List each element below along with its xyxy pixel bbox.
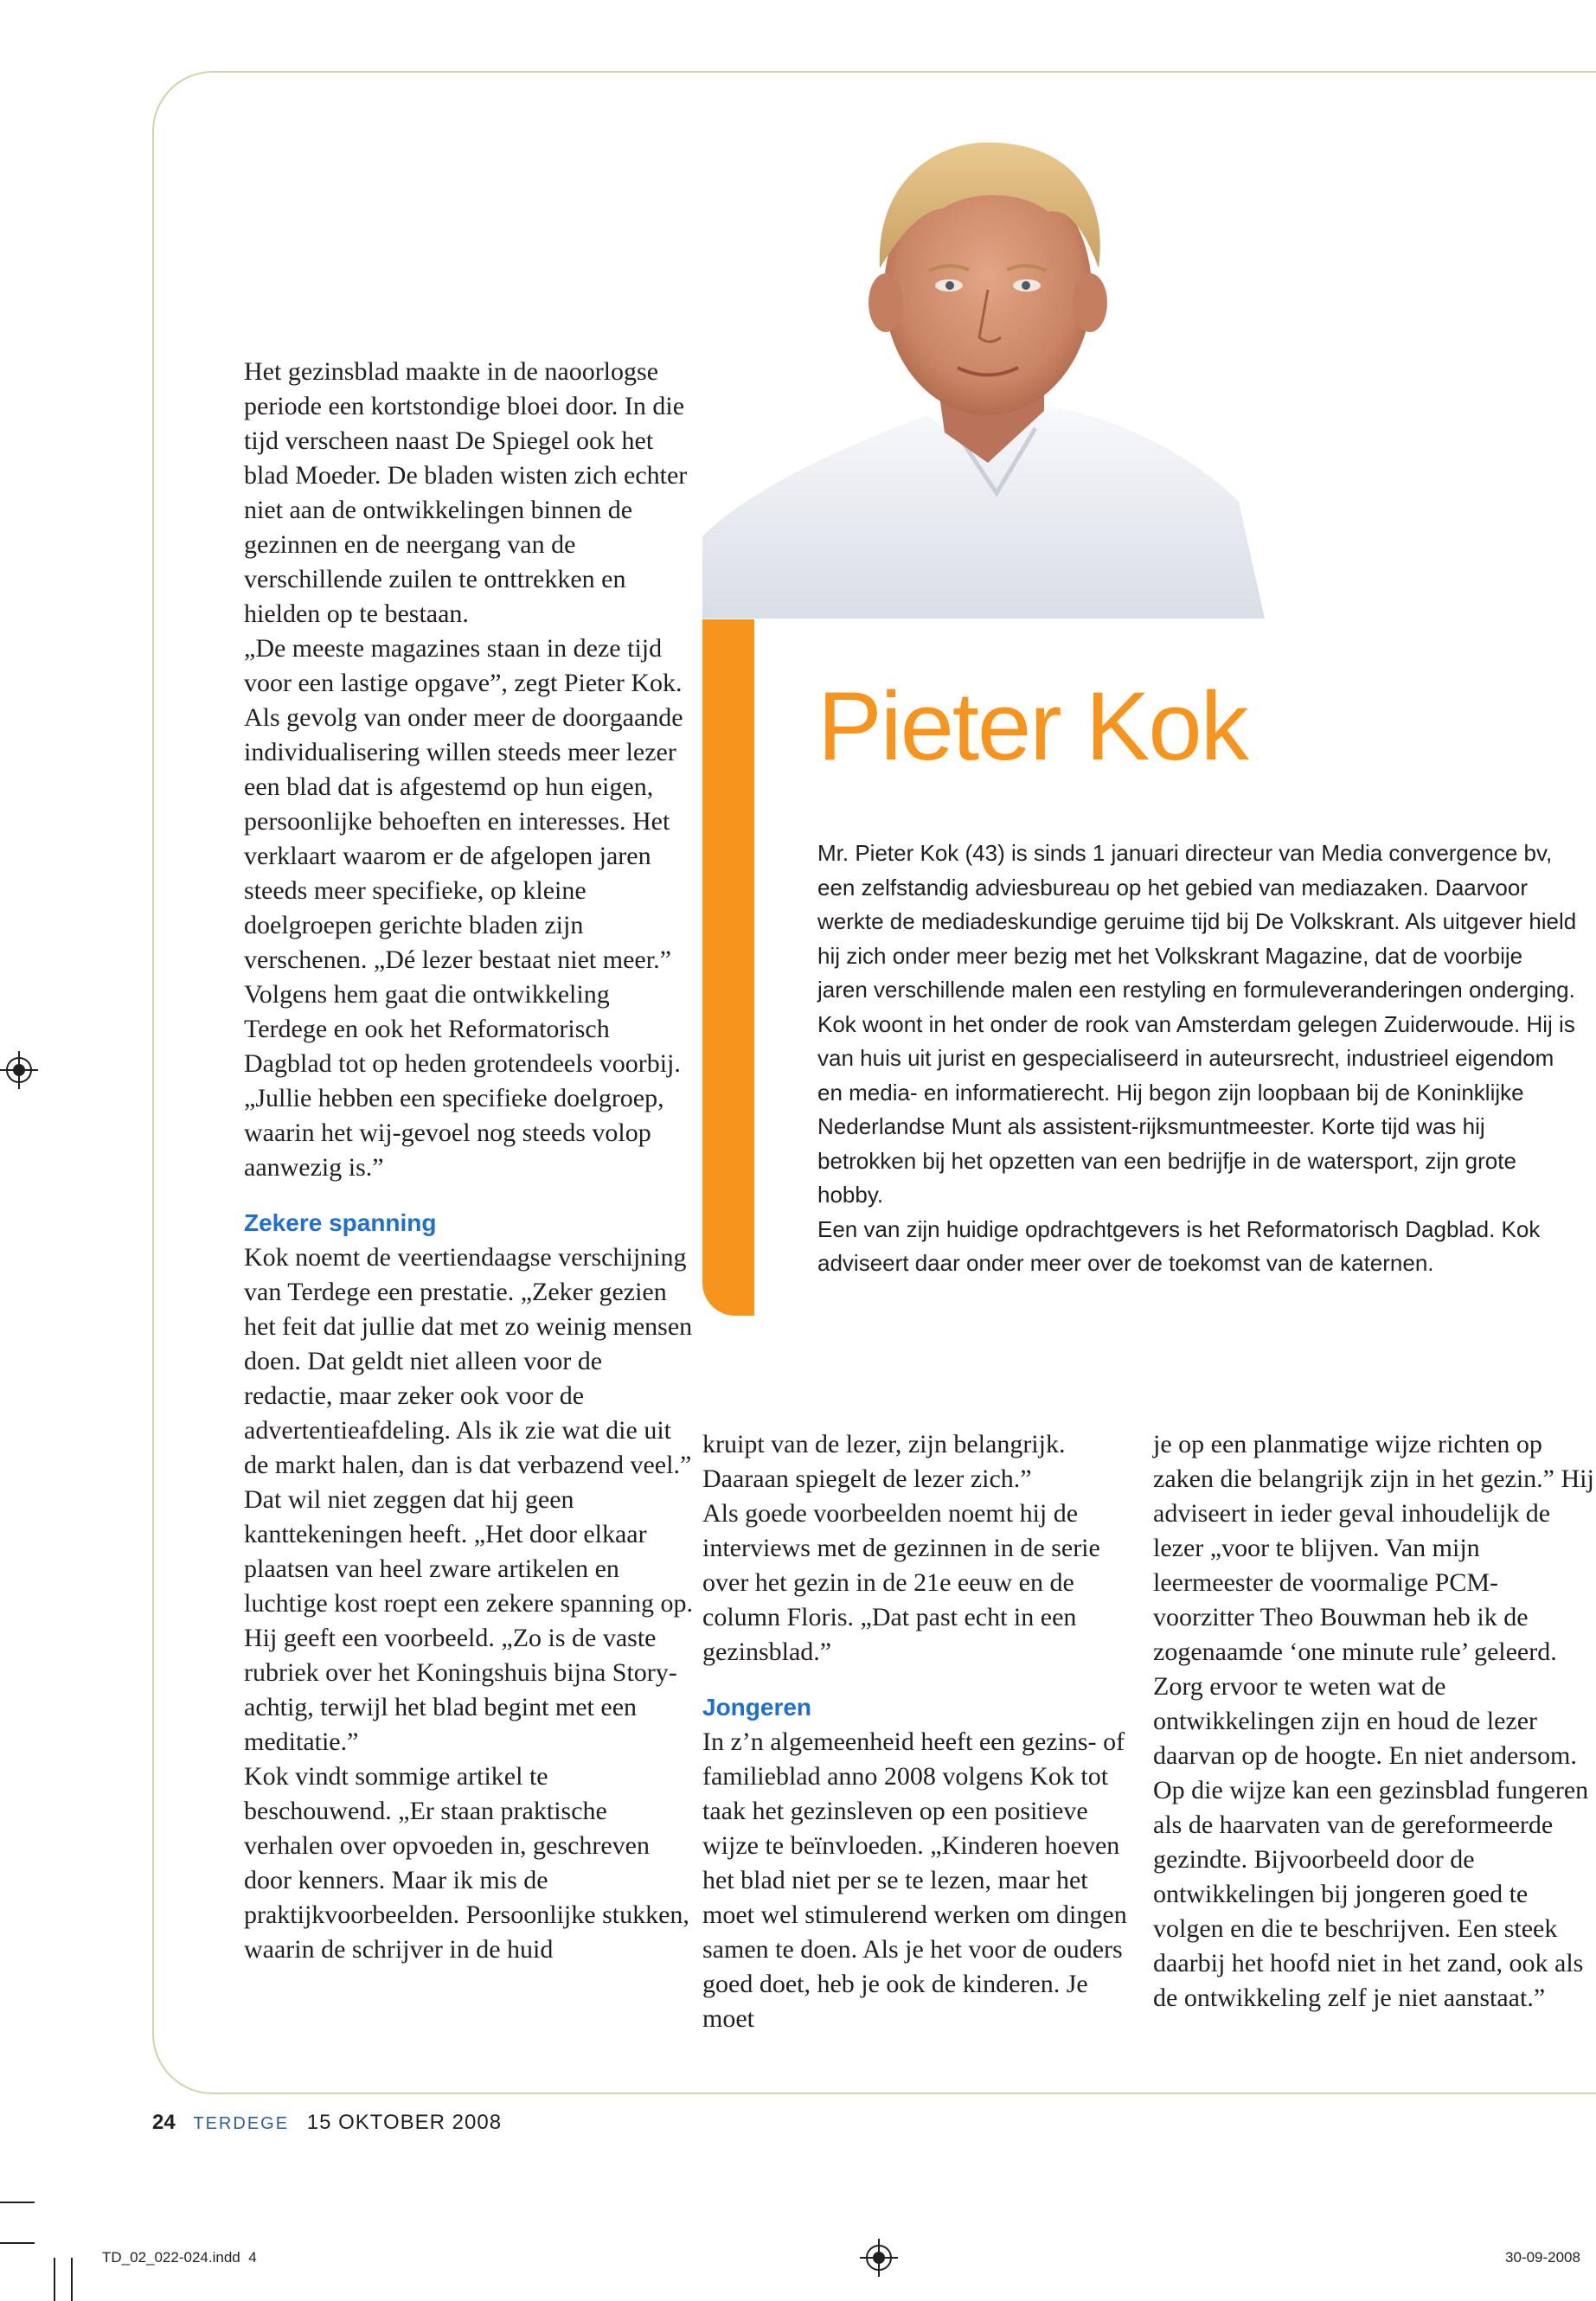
paragraph: je op een planmatige wijze richten op zaken die belangrijk zijn in het gezin.” Hij adviseert in ieder geval inhoudelijk de lezer „voor te blijven. Van mijn leermeester de voormalige PCM-voorzitter Theo Bouwman heb ik de zogenaamde ‘one minute rule’ geleerd. Zorg ervoor te weten wat de ontwikkelingen zijn en houd de lezer daarvan op de hoogte. En niet andersom. Op die wijze kan een gezinsblad fungeren als de haarvaten van de gereformeerde gezindte. Bijvoorbeeld door de ontwikkelingen bij jongeren goed te volgen en die te beschrijven. Een steek daarbij het hoofd niet in het zand, ook als de ontwikkeling zelf je niet aanstaat.” [1153,1430,1594,2012]
article-column-1 [244,355,694,1967]
profile-name: Pieter Kok [817,672,1247,780]
subheading-jongeren: Jongeren [702,1694,812,1721]
paragraph: Als goede voorbeelden noemt hij de interviews met de gezinnen in de serie over het gezin in de 21e eeuw en de column Floris. „Dat past echt in een gezinsblad.” [702,1499,1100,1666]
paragraph: Kok vindt sommige artikel te beschouwend. „Er staan praktische verhalen over opvoeden in, geschreven door kenners. Maar ik mis de praktijkvoorbeelden. Persoonlijke stukken, waarin de schrijver in de huid [244,1762,689,1964]
portrait-illustration [702,130,1308,619]
bio-paragraph: Kok woont in het onder de rook van Amsterdam gelegen Zuiderwoude. Hij is van huis uit jurist en gespecialiseerd in auteursrecht, industrieel eigendom en media- en informatierecht. Hij begon zijn loopbaan bij de Koninklijke Nederlandse Munt als assistent-rijksmuntmeester. Korte tijd was hij betrokken bij het opzetten van een bedrijfje in de watersport, zijn grote hobby. [817,1010,1575,1208]
article-column-2 [702,1427,1139,2036]
paragraph: Dat wil niet zeggen dat hij geen kanttekeningen heeft. „Het door elkaar plaatsen van heel zware artikelen en luchtige kost roept een zekere spanning op. Hij geeft een voorbeeld. „Zo is de vaste rubriek over het Koningshuis bijna Story-achtig, terwijl het blad begint met een meditatie.” [244,1485,693,1756]
crop-mark [54,2258,55,2301]
page-number: 24 [152,2111,176,2134]
bio-paragraph: Mr. Pieter Kok (43) is sinds 1 januari directeur van Media convergence bv, een zelfstandig adviesbureau op het gebied van mediazaken. Daarvoor werkte de mediadeskundige geruime tijd bij De Volkskrant. Als uitgever hield hij zich onder meer bezig met het Volkskrant Magazine, dat de voorbije jaren verschillende malen een restyling en formuleveranderingen onderging. [817,840,1577,1003]
crop-mark [0,2242,35,2244]
crop-mark [0,2202,35,2203]
print-slug [102,2249,257,2266]
bio-paragraph: Een van zijn huidige opdrachtgevers is het Reformatorisch Dagblad. Kok adviseert daar onder meer over de toekomst van de katernen. [817,1215,1541,1276]
crop-mark [71,2258,73,2301]
issue-date: 15 OKTOBER 2008 [306,2111,503,2134]
magazine-name: TERDEGE [193,2114,290,2133]
registration-mark-icon [0,1051,38,1089]
slug-file: TD_02_022-024.indd [102,2249,240,2266]
accent-bar [702,619,754,1316]
portrait-photo [702,130,1308,619]
slug-page: 4 [248,2249,257,2266]
article-column-3 [1153,1427,1596,2016]
registration-mark-icon [860,2239,898,2277]
paragraph: Het gezinsblad maakte in de naoorlogse periode een kortstondige bloei door. In die tijd verscheen naast De Spiegel ook het blad Moeder. De bladen wisten zich echter niet aan de ontwikkelingen binnen de gezinnen en de neergang van de verschillende zuilen te onttrekken en hielden op te bestaan. [244,357,688,628]
paragraph: Volgens hem gaat die ontwikkeling Terdege en ook het Reformatorisch Dagblad tot op heden grotendeels voorbij. „Jullie hebben een specifieke doelgroep, waarin het wij-gevoel nog steeds volop aanwezig is.” [244,980,681,1182]
paragraph: „De meeste magazines staan in deze tijd voor een lastige opgave”, zegt Pieter Kok. Als gevolg van onder meer de doorgaande individualisering willen steeds meer lezer een blad dat is afgestemd op hun eigen, persoonlijke behoeften en interesses. Het verklaart waarom er de afgelopen jaren steeds meer specifieke, op kleine doelgroepen gerichte bladen zijn verschenen. „Dé lezer bestaat niet meer.” [244,634,683,974]
subheading-zekere-spanning: Zekere spanning [244,1209,437,1236]
paragraph: In z’n algemeenheid heeft een gezins- of familieblad anno 2008 volgens Kok tot taak het gezinsleven op een positieve wijze te beïnvloeden. „Kinderen hoeven het blad niet per se te lezen, maar het moet wel stimulerend werken om dingen samen te doen. Als je het voor de ouders goed doet, heb je ook de kinderen. Je moet [702,1727,1127,2033]
slug-date: 30-09-2008 [1505,2249,1580,2266]
paragraph: Kok noemt de veertiendaagse verschijning van Terdege een prestatie. „Zeker gezien het feit dat jullie dat met zo weinig mensen doen. Dat geldt niet alleen voor de redactie, maar zeker ook voor de advertentieafdeling. Als ik zie wat die uit de markt halen, dan is dat verbazend veel.” [244,1243,693,1479]
profile-bio [817,836,1579,1281]
paragraph: kruipt van de lezer, zijn belangrijk. Daaraan spiegelt de lezer zich.” [702,1430,1066,1493]
page-footer [152,2111,502,2135]
